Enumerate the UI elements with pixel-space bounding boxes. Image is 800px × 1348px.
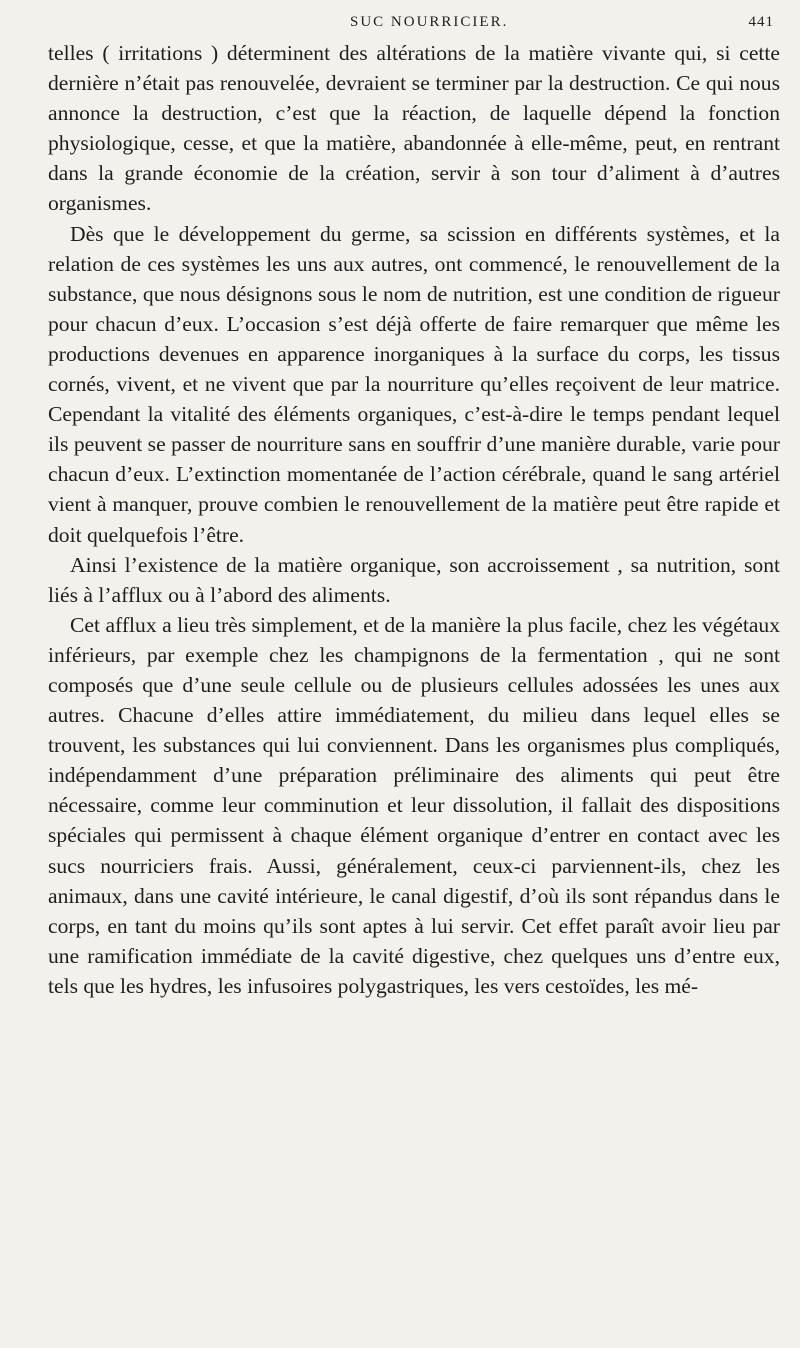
running-head-title: SUC NOURRICIER. [350,14,509,30]
paragraph: telles ( irritations ) déterminent des altérations de la matière vivante qui, si cette dernière n’était pas renouvelée, devraient se terminer par la destruction. Ce qui nous annonce la destruction, c’est que la réaction, de laquelle dépend la fonction physiologique, cesse, et que la matière, abandonnée à elle-même, peut, en rentrant dans la grande économie de la création, servir à son tour d’aliment à d’autres organismes. [48,41,780,216]
paragraph: Cet afflux a lieu très simplement, et de la manière la plus facile, chez les végétaux inférieurs, par exemple chez les champignons de la fermentation , qui ne sont composés que d’une seule cellule ou de plusieurs cellules adossées les unes aux autres. Chacune d’elles attire immédiatement, du milieu dans lequel elles se trouvent, les substances qui lui conviennent. Dans les organismes plus compliqués, indépendamment d’une préparation préliminaire des aliments qui peut être nécessaire, comme leur comminution et leur dissolution, il fallait des dispositions spéciales qui permissent à chaque élément organique d’entrer en contact avec les sucs nourriciers frais. Aussi, généralement, ceux-ci parviennent-ils, chez les animaux, dans une cavité intérieure, le canal digestif, d’où ils sont répandus dans le corps, en tant du moins qu’ils sont aptes à lui servir. Cet effet paraît avoir lieu par une ramification immédiate de la cavité digestive, chez quelques uns d’entre eux, tels que les hydres, les infusoires polygastriques, les vers cestoïdes, les mé- [48,612,780,998]
running-head [48,14,778,38]
body-text [48,38,780,1001]
paragraph: Ainsi l’existence de la matière organique, son accroissement , sa nutrition, sont liés à l’afflux ou à l’abord des aliments. [48,552,780,607]
page-number: 441 [748,14,774,30]
paragraph: Dès que le développement du germe, sa scission en différents systèmes, et la relation de ces systèmes les uns aux autres, ont commencé, le renouvellement de la substance, que nous désignons sous le nom de nutrition, est une condition de rigueur pour chacun d’eux. L’occasion s’est déjà offerte de faire remarquer que même les productions devenues en apparence inorganiques à la surface du corps, les tissus cornés, vivent, et ne vivent que par la nourriture qu’elles reçoivent de leur matrice. Cependant la vitalité des éléments organiques, c’est-à-dire le temps pendant lequel ils peuvent se passer de nourriture sans en souffrir d’une manière durable, varie pour chacun d’eux. L’extinction momentanée de l’action cérébrale, quand le sang artériel vient à manquer, prouve combien le renouvellement de la matière peut être rapide et doit quelquefois l’être. [48,221,780,547]
